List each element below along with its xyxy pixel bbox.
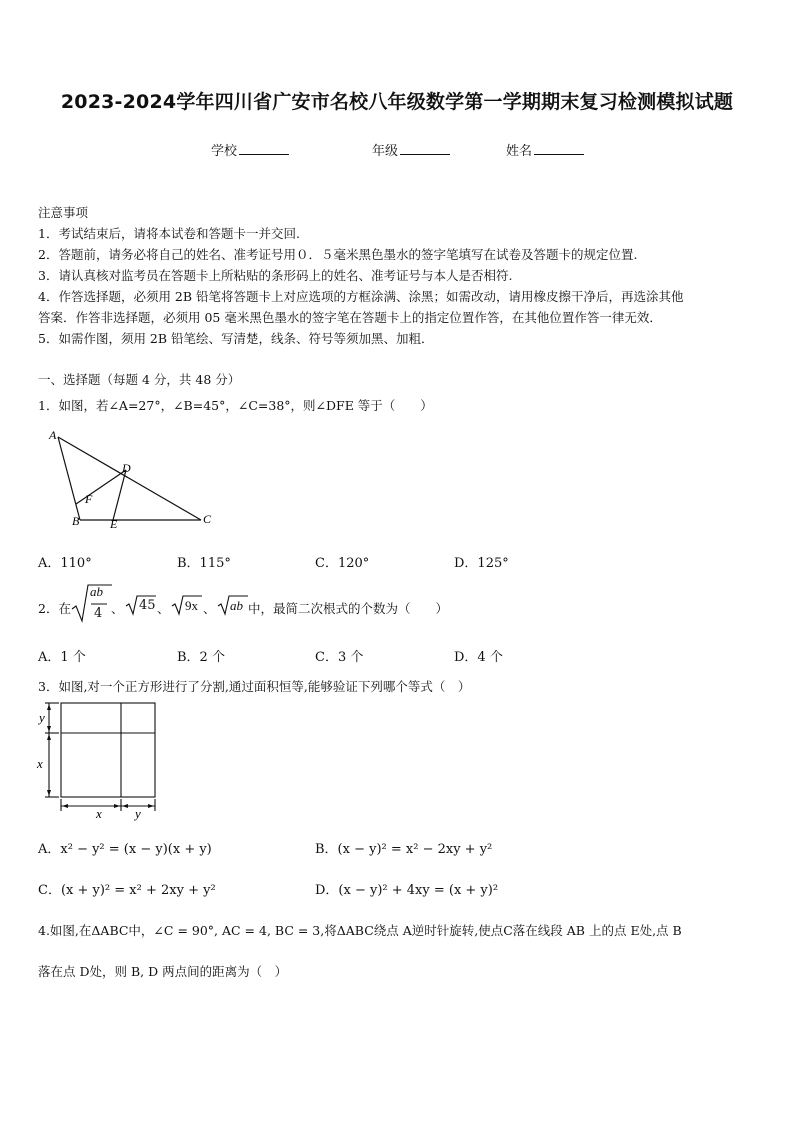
radicand-ab: ab	[230, 598, 243, 613]
notice-item: 3．请认真核对监考员在答题卡上所粘贴的条形码上的姓名、准考证号与本人是否相符.	[38, 268, 513, 283]
name-field	[506, 140, 584, 159]
radicand-9x: 9x	[185, 598, 198, 613]
school-label: 学校	[211, 144, 238, 159]
point-label-c: C	[203, 512, 212, 526]
grade-field	[372, 140, 450, 159]
notice-item: 4．作答选择题，必须用 2B 铅笔将答题卡上对应选项的方框涂满、涂黑；如需改动，请用橡皮擦干净后，再选涂其他	[38, 289, 684, 304]
point-label-f: F	[85, 492, 93, 506]
grade-label: 年级	[372, 144, 399, 159]
separator: 、	[157, 601, 170, 616]
notice-item: 2．答题前，请务必将自己的姓名、准考证号用０．５毫米黑色墨水的签字笔填写在试卷及答题卡的规定位置.	[38, 247, 638, 262]
point-label-d: D	[122, 461, 131, 475]
separator: 、	[203, 601, 216, 616]
question-1-figure	[40, 428, 220, 534]
notice-item: 5．如需作图，须用 2B 铅笔绘、写清楚，线条、符号等须加黑、加粗．	[38, 331, 434, 346]
question-4-line-1: 4.如图,在ΔABC中，∠C = 90°, AC = 4, BC = 3,将ΔABC绕点 A逆时针旋转,使点C落在线段 AB 上的点 E处,点 B	[38, 923, 682, 938]
notice-heading: 注意事项	[38, 205, 89, 220]
q1-option-b[interactable]: B．115°	[177, 556, 231, 571]
dim-label-x-bottom: x	[96, 806, 102, 821]
question-3-stem: 3．如图,对一个正方形进行了分割,通过面积恒等,能够验证下列哪个等式（ ）	[38, 679, 471, 694]
dim-label-x-left: x	[37, 756, 43, 771]
dim-label-y-left: y	[39, 710, 45, 725]
section-heading: 一、选择题（每题 4 分，共 48 分）	[38, 372, 241, 387]
radicand-fraction-numerator: ab	[90, 584, 103, 599]
name-label: 姓名	[506, 144, 533, 159]
name-blank	[534, 141, 584, 155]
q3-option-c[interactable]: C．(x + y)² = x² + 2xy + y²	[38, 883, 216, 898]
page-title: 2023-2024学年四川省广安市名校八年级数学第一学期期末复习检测模拟试题	[60, 91, 734, 113]
q3-option-b[interactable]: B．(x − y)² = x² − 2xy + y²	[315, 842, 493, 857]
question-1-stem: 1．如图，若∠A=27°，∠B=45°，∠C=38°，则∠DFE 等于（ ）	[38, 398, 433, 413]
point-label-e: E	[110, 517, 118, 531]
point-label-b: B	[72, 514, 80, 528]
point-label-a: A	[49, 428, 57, 442]
question-4-line-2: 落在点 D处，则 B, D 两点间的距离为（ ）	[38, 964, 288, 979]
q3-option-a[interactable]: A．x² − y² = (x − y)(x + y)	[38, 842, 212, 857]
q1-option-d[interactable]: D．125°	[454, 556, 509, 571]
school-field	[211, 140, 289, 159]
q3-option-d[interactable]: D．(x − y)² + 4xy = (x + y)²	[315, 883, 499, 898]
q2-option-c[interactable]: C．3 个	[315, 650, 364, 665]
radicand-fraction-denominator: 4	[94, 606, 103, 621]
radicand-45: 45	[139, 598, 156, 613]
notice-item: 答案．作答非选择题，必须用 05 毫米黑色墨水的签字笔在答题卡上的指定位置作答，在其他位置作答一律无效．	[38, 310, 662, 325]
grade-blank	[400, 141, 450, 155]
separator: 、	[111, 601, 124, 616]
q1-option-c[interactable]: C．120°	[315, 556, 370, 571]
question-3-figure	[34, 700, 164, 820]
q1-option-a[interactable]: A．110°	[38, 556, 92, 571]
question-2-suffix: 中，最简二次根式的个数为（ ）	[248, 601, 449, 616]
question-2-prefix: 2．在	[38, 601, 71, 616]
q2-option-a[interactable]: A．1 个	[38, 650, 86, 665]
q2-option-d[interactable]: D．4 个	[454, 650, 503, 665]
notice-item: 1．考试结束后，请将本试卷和答题卡一并交回.	[38, 226, 300, 241]
school-blank	[239, 141, 289, 155]
dim-label-y-bottom: y	[135, 806, 141, 821]
q2-option-b[interactable]: B．2 个	[177, 650, 225, 665]
